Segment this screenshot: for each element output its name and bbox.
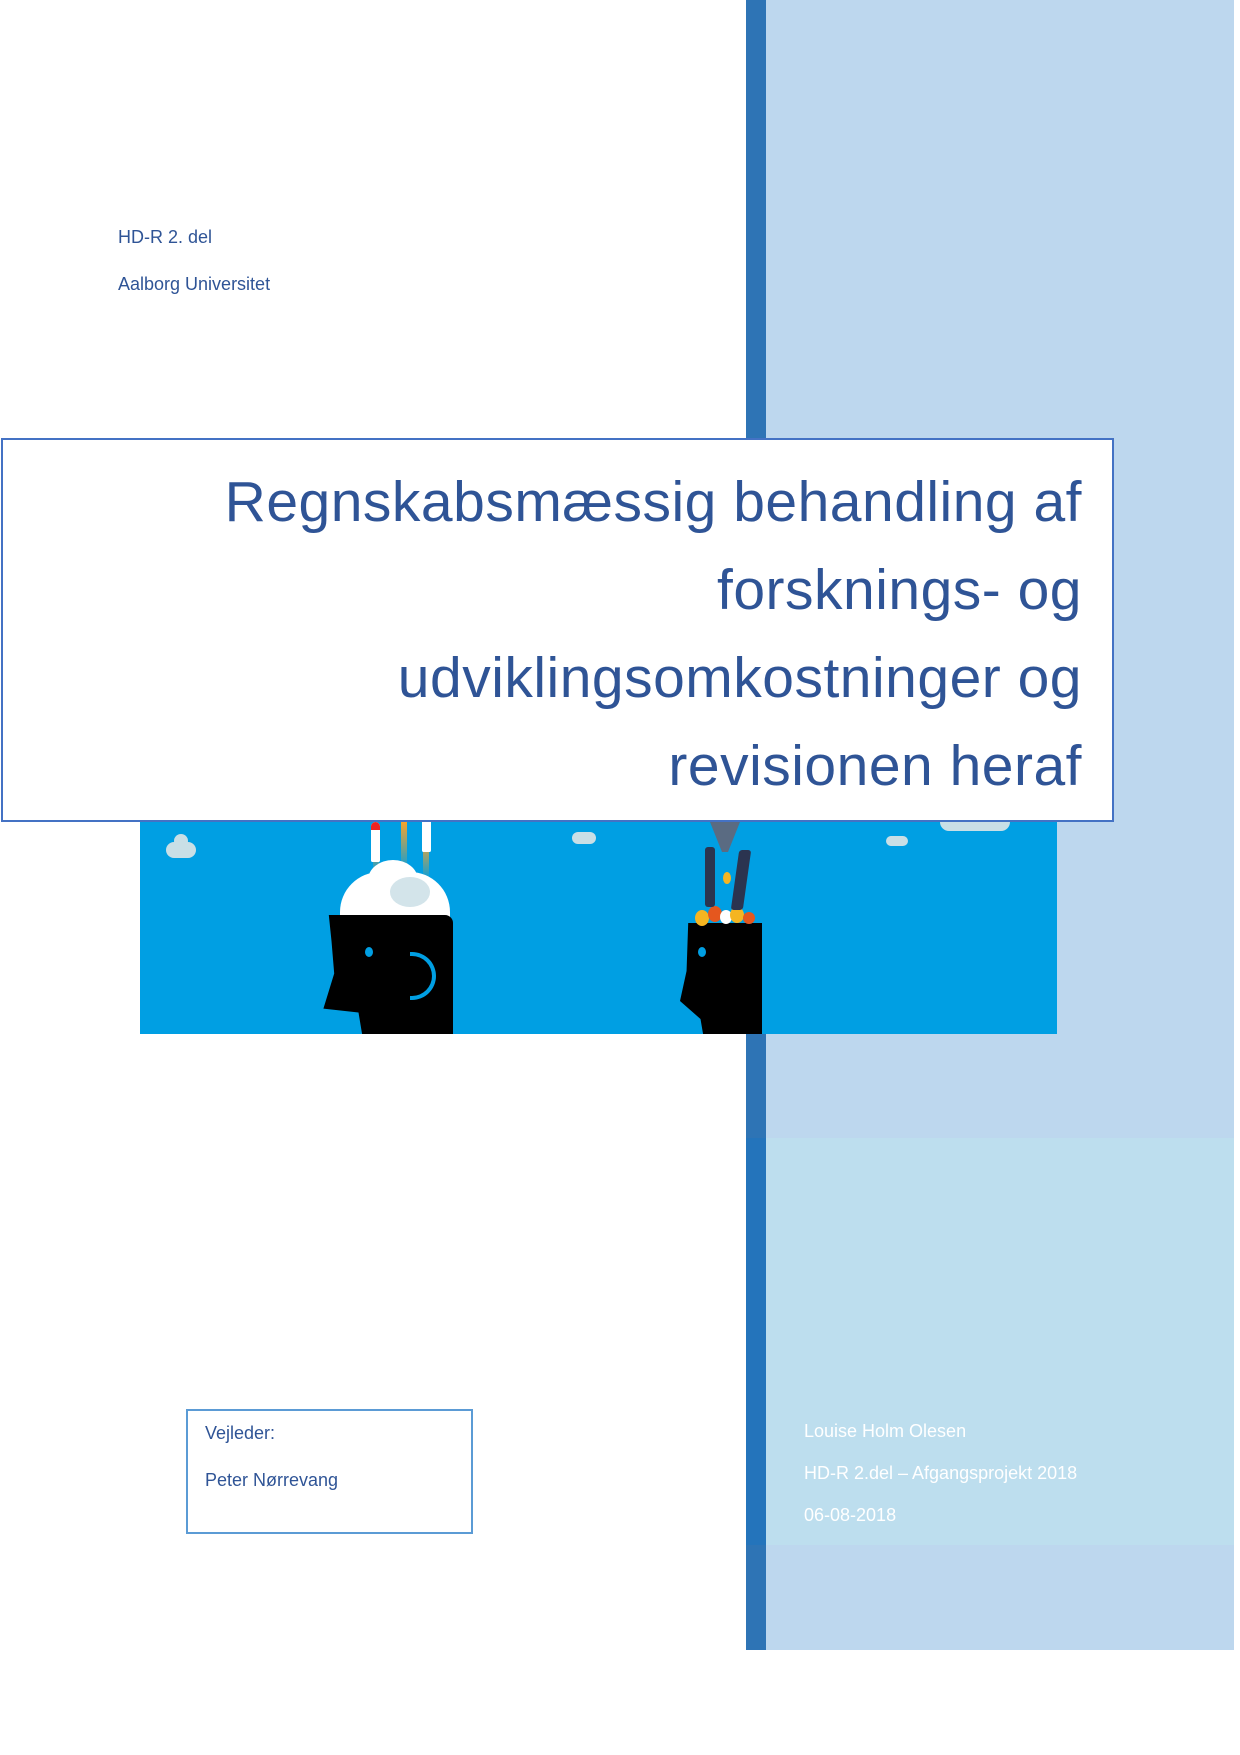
smoke-shade bbox=[390, 877, 430, 907]
eye-icon bbox=[698, 947, 706, 957]
date-label: 06-08-2018 bbox=[804, 1505, 897, 1525]
title-line: udviklingsomkostninger og bbox=[397, 646, 1082, 710]
cloud-icon bbox=[174, 834, 188, 848]
cover-image bbox=[140, 822, 1057, 1034]
eye-icon bbox=[365, 947, 373, 957]
author-name: Louise Holm Olesen bbox=[804, 1421, 967, 1441]
supervisor-name: Peter Nørrevang bbox=[205, 1470, 339, 1490]
lightbulb-icon bbox=[723, 872, 731, 884]
document-title bbox=[22, 458, 1082, 810]
university-label: Aalborg Universitet bbox=[118, 274, 271, 294]
rocket-icon bbox=[371, 822, 380, 862]
supervisor-label: Vejleder: bbox=[205, 1423, 276, 1443]
accent-stripe-segment bbox=[746, 1138, 766, 1545]
project-label: HD-R 2.del – Afgangsprojekt 2018 bbox=[804, 1463, 1078, 1483]
cloud-icon bbox=[886, 836, 908, 846]
head-silhouette-icon bbox=[680, 923, 762, 1034]
business-person-icon bbox=[705, 847, 715, 907]
title-line: revisionen heraf bbox=[668, 734, 1082, 798]
lightbulb-icon bbox=[695, 910, 709, 926]
supervisor-box bbox=[186, 1409, 473, 1534]
cloud-icon bbox=[940, 822, 1010, 831]
title-line: Regnskabsmæssig behandling af bbox=[224, 470, 1082, 534]
title-line: forsknings- og bbox=[716, 558, 1082, 622]
business-person-icon bbox=[731, 850, 751, 910]
rocket-icon bbox=[422, 822, 431, 852]
cloud-icon bbox=[572, 832, 596, 844]
program-label: HD-R 2. del bbox=[118, 227, 213, 247]
title-box bbox=[1, 438, 1114, 822]
lightbulb-icon bbox=[743, 912, 755, 924]
